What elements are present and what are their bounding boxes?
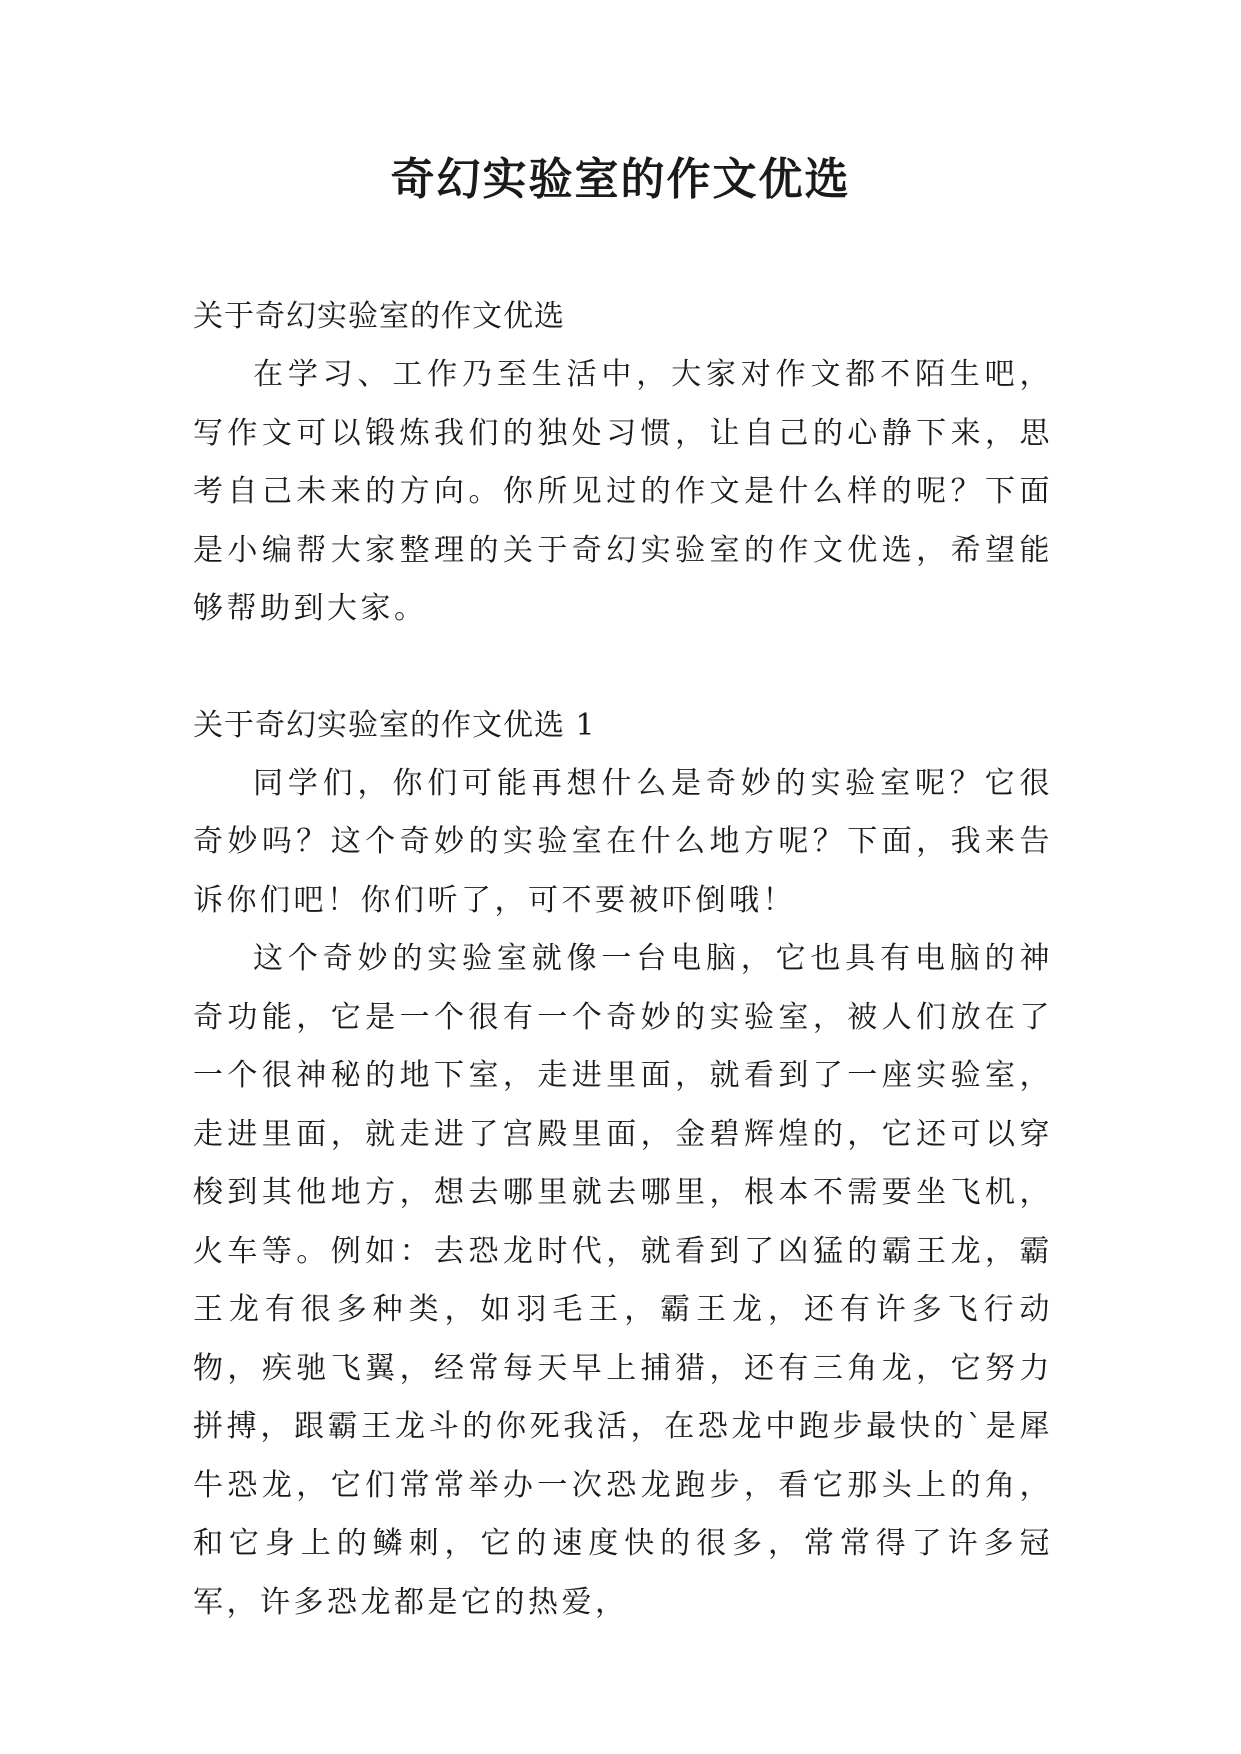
section-spacer [193, 639, 1053, 697]
section-1-heading: 关于奇幻实验室的作文优选 1 [193, 707, 596, 743]
document-body [193, 288, 1053, 1632]
intro-paragraph: 在学习、工作乃至生活中，大家对作文都不陌生吧，写作文可以锻炼我们的独处习惯，让自己的心静下来，思考自己未来的方向。你所见过的作文是什么样的呢？下面是小编帮大家整理的关于奇幻实验室的作文优选，希望能够帮助到大家。 [193, 357, 1053, 626]
document-title: 奇幻实验室的作文优选 [390, 154, 851, 205]
section-1-paragraph-2: 这个奇妙的实验室就像一台电脑，它也具有电脑的神奇功能，它是一个很有一个奇妙的实验室，被人们放在了一个很神秘的地下室，走进里面，就看到了一座实验室，走进里面，就走进了宫殿里面，金碧辉煌的，它还可以穿梭到其他地方，想去哪里就去哪里，根本不需要坐飞机，火车等。例如：去恐龙时代，就看到了凶猛的霸王龙，霸王龙有很多种类，如羽毛王，霸王龙，还有许多飞行动物，疾驰飞翼，经常每天早上捕猎，还有三角龙，它努力拼搏，跟霸王龙斗的你死我活，在恐龙中跑步最快的`是犀牛恐龙，它们常常举办一次恐龙跑步，看它那头上的角，和它身上的鳞刺，它的速度快的很多，常常得了许多冠军，许多恐龙都是它的热爱， [193, 941, 1053, 1620]
section-1-paragraph-1: 同学们，你们可能再想什么是奇妙的实验室呢？它很奇妙吗？这个奇妙的实验室在什么地方呢？下面，我来告诉你们吧！你们听了，可不要被吓倒哦！ [193, 765, 1053, 918]
intro-heading: 关于奇幻实验室的作文优选 [193, 299, 565, 334]
